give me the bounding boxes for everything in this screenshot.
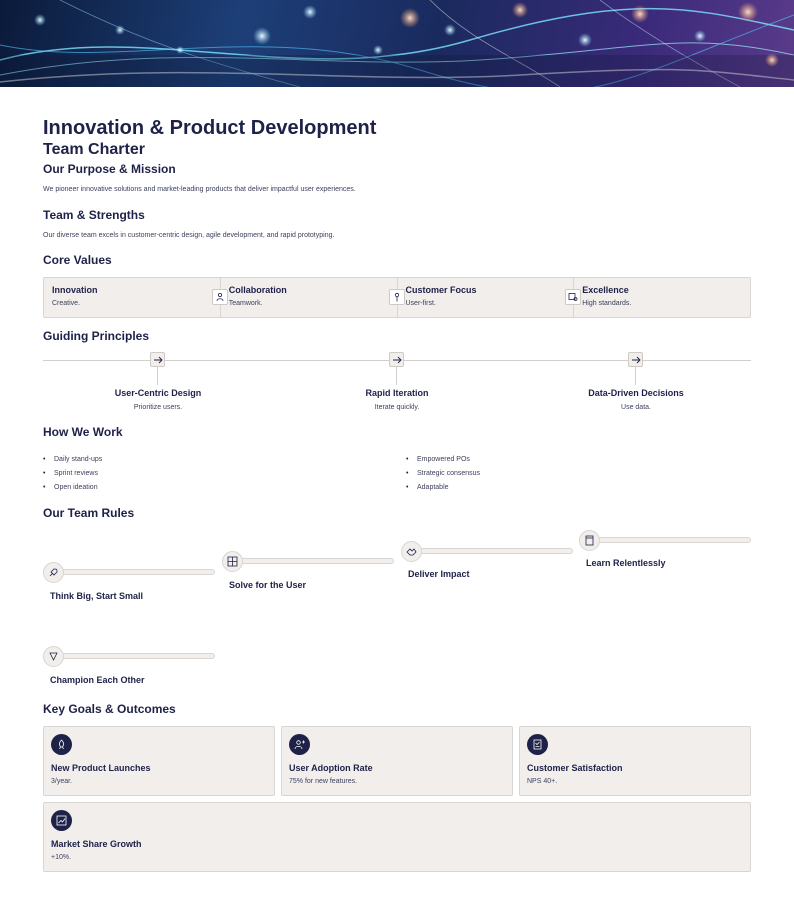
rocket-icon [43, 562, 64, 583]
purpose-text: We pioneer innovative solutions and market-leading products that deliver impactful user experiences. [43, 186, 356, 193]
principle-desc: Use data. [621, 404, 651, 411]
principle-stem [157, 367, 158, 385]
people-icon [212, 289, 228, 305]
goals-heading: Key Goals & Outcomes [43, 702, 176, 716]
principle-stem [635, 367, 636, 385]
team-rules-heading: Our Team Rules [43, 506, 135, 520]
core-value-desc: Creative. [52, 300, 81, 307]
goal-title: New Product Launches [51, 763, 151, 773]
principle-desc: Prioritize users. [133, 404, 183, 411]
rule-track [61, 569, 215, 575]
arrow-right-icon [628, 352, 643, 367]
list-item: • Sprint reviews [54, 470, 98, 477]
core-value-desc: Teamwork. [228, 300, 263, 307]
core-value-excellence [574, 278, 750, 317]
strengths-text: Our diverse team excels in customer-centric design, agile development, and rapid prototyping. [43, 232, 335, 239]
core-value-desc: High standards. [582, 300, 632, 307]
goal-title: User Adoption Rate [289, 763, 373, 773]
core-values-panel [43, 277, 751, 318]
layout-icon [222, 551, 243, 572]
page-title: Innovation & Product Development [43, 117, 377, 139]
hero-light-streaks [0, 0, 794, 87]
list-item: • Open ideation [54, 484, 98, 491]
core-value-title: Customer Focus [405, 285, 477, 295]
principle-title: User-Centric Design [114, 388, 202, 398]
rocket-icon [51, 734, 72, 755]
core-value-desc: User-first. [405, 300, 436, 307]
page-subtitle: Team Charter [43, 141, 145, 158]
certificate-icon [565, 289, 581, 305]
goal-desc: NPS 40+. [527, 778, 558, 785]
user-add-icon [289, 734, 310, 755]
survey-icon [527, 734, 548, 755]
rule-label: Think Big, Start Small [50, 591, 144, 601]
rule-label: Champion Each Other [50, 675, 145, 685]
principle-desc: Iterate quickly. [374, 404, 420, 411]
goal-card-market-share [43, 802, 751, 872]
goal-card-satisfaction [519, 726, 751, 796]
pin-icon [389, 289, 405, 305]
goal-card-launches [43, 726, 275, 796]
rule-track [419, 548, 573, 554]
goal-desc: 3/year. [51, 778, 73, 785]
rule-label: Deliver Impact [408, 569, 470, 579]
how-we-work-heading: How We Work [43, 425, 123, 439]
principle-title: Rapid Iteration [365, 388, 429, 398]
core-values-heading: Core Values [43, 253, 112, 267]
hero-banner-image [0, 0, 794, 87]
arrow-right-icon [150, 352, 165, 367]
list-item: • Strategic consensus [417, 470, 480, 477]
core-value-innovation [44, 278, 221, 317]
list-item: • Adaptable [417, 484, 449, 491]
principle-stem [396, 367, 397, 385]
core-value-title: Collaboration [228, 285, 287, 295]
goal-desc: +10%. [51, 854, 72, 861]
handshake-icon [401, 541, 422, 562]
core-value-customer-focus [398, 278, 575, 317]
growth-chart-icon [51, 810, 72, 831]
strengths-heading: Team & Strengths [43, 208, 145, 222]
purpose-heading: Our Purpose & Mission [43, 162, 176, 176]
rule-label: Solve for the User [229, 580, 307, 590]
rule-label: Learn Relentlessly [586, 558, 666, 568]
book-icon [579, 530, 600, 551]
list-item: • Daily stand-ups [54, 456, 102, 463]
principle-title: Data-Driven Decisions [588, 388, 684, 398]
rule-track [61, 653, 215, 659]
rule-track [240, 558, 394, 564]
rule-track [597, 537, 751, 543]
goal-card-adoption [281, 726, 513, 796]
goal-title: Market Share Growth [51, 839, 142, 849]
list-item: • Empowered POs [417, 456, 470, 463]
core-value-title: Innovation [52, 285, 98, 295]
goal-title: Customer Satisfaction [527, 763, 623, 773]
goal-desc: 75% for new features. [289, 778, 358, 785]
core-value-collaboration [221, 278, 398, 317]
core-value-title: Excellence [582, 285, 629, 295]
arrow-right-icon [389, 352, 404, 367]
award-icon [43, 646, 64, 667]
principles-heading: Guiding Principles [43, 329, 150, 343]
